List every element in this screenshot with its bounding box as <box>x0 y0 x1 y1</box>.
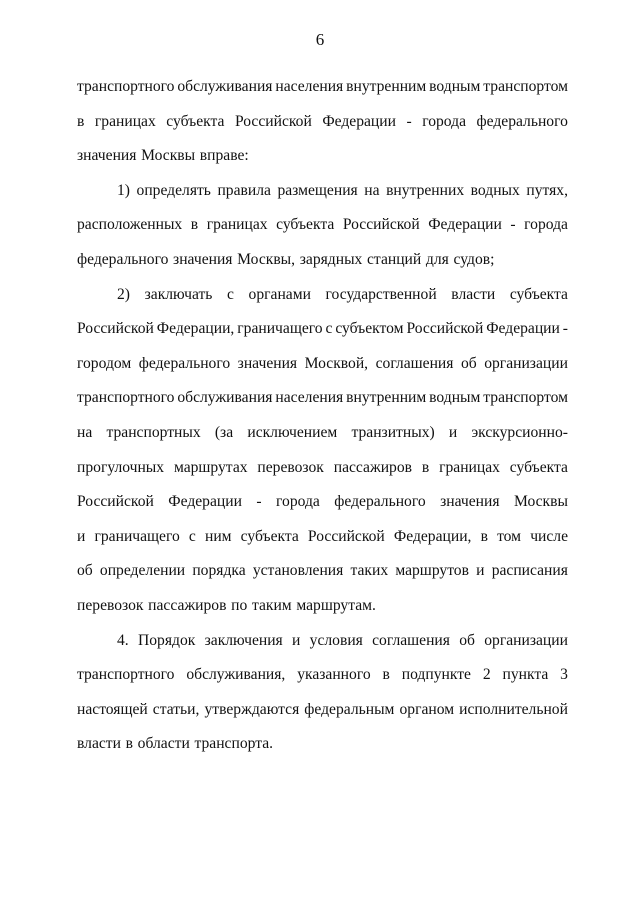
text-line: Российской Федерации - города федерального значения Москвы <box>77 493 568 511</box>
paragraph <box>77 174 568 278</box>
paragraph <box>77 624 568 762</box>
paragraph <box>77 70 568 174</box>
text-line: Российской Федерации, граничащего с субъектом Российской Федерации - <box>77 320 568 338</box>
text-line: 2) заключать с органами государственной власти субъекта <box>117 285 568 303</box>
text-line: на транспортных (за исключением транзитных) и экскурсионно- <box>77 423 568 441</box>
text-line: настоящей статьи, утверждаются федеральным органом исполнительной <box>77 700 568 718</box>
text-line: власти в области транспорта. <box>77 735 274 753</box>
text-line: об определении порядка установления таких маршрутов и расписания <box>77 562 568 580</box>
paragraph <box>77 278 568 624</box>
text-line: федерального значения Москвы, зарядных станций для судов; <box>77 250 495 268</box>
text-line: перевозок пассажиров по таким маршрутам. <box>77 596 376 614</box>
page-number: 6 <box>315 30 325 49</box>
text-line: 4. Порядок заключения и условия соглашения об организации <box>117 631 568 649</box>
text-line: городом федерального значения Москвой, соглашения об организации <box>77 354 568 372</box>
text-line: транспортного обслуживания населения внутренним водным транспортом <box>77 389 568 407</box>
text-line: значения Москвы вправе: <box>77 147 249 165</box>
text-line: 1) определять правила размещения на внутренних водных путях, <box>117 181 568 199</box>
text-line: транспортного обслуживания, указанного в подпункте 2 пункта 3 <box>77 666 568 684</box>
text-line: расположенных в границах субъекта Российской Федерации - города <box>77 216 568 234</box>
text-line: прогулочных маршрутах перевозок пассажиров в границах субъекта <box>77 458 568 476</box>
text-line: в границах субъекта Российской Федерации - города федерального <box>77 112 568 130</box>
text-line: и граничащего с ним субъекта Российской Федерации, в том числе <box>77 527 568 545</box>
text-line: транспортного обслуживания населения внутренним водным транспортом <box>77 78 568 95</box>
document-body <box>77 70 568 762</box>
